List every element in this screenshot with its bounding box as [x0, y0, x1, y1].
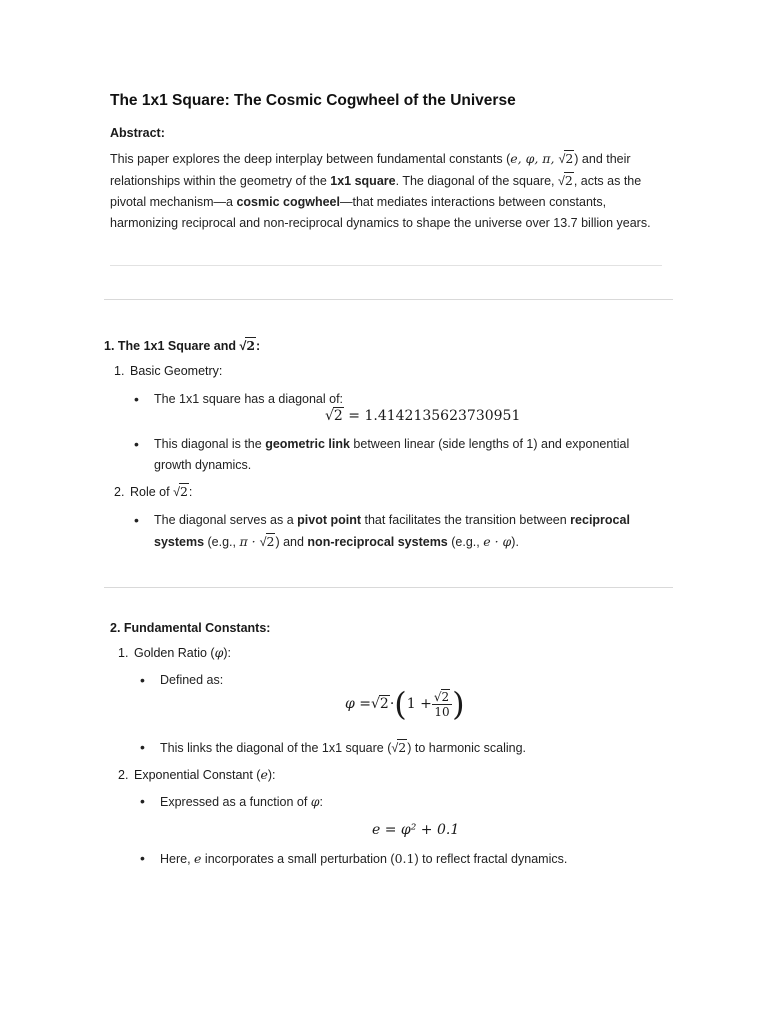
divider — [104, 299, 673, 300]
bullet-item: • The diagonal serves as a pivot point that facilitates the transition between reciprocal systems (e.g., π · √2) and non-reciprocal systems (e.g., e · φ). — [134, 512, 630, 549]
bold-term: 1x1 square — [330, 174, 396, 188]
sqrt-symbol: √2 — [239, 338, 256, 353]
divider — [104, 587, 673, 588]
abstract-paragraph: This paper explores the deep interplay between fundamental constants (e, φ, π, √2) and their relationships within the geometry of the 1x1 square. The diagonal of the square, √2, acts as the pivotal mechanism—a cosmic cogwheel—that mediates interactions between constants, harmonizing reciprocal and non-reciprocal dynamics to shape the universe over 13.7 billion years. — [110, 148, 670, 234]
constants-list: e, φ, π, — [510, 151, 559, 166]
divider — [110, 265, 662, 266]
section-heading: 2. Fundamental Constants: — [110, 621, 271, 635]
bullet-icon: • — [134, 391, 139, 407]
list-item: 1. Basic Geometry: — [114, 364, 223, 378]
bullet-icon: • — [134, 512, 139, 528]
bullet-icon: • — [140, 850, 145, 866]
bullet-icon: • — [134, 436, 139, 452]
bullet-icon: • — [140, 739, 145, 755]
equation: √2 = 1.4142135623730951 — [325, 408, 521, 424]
abstract-text: This paper explores the deep interplay between fundamental constants ( — [110, 152, 511, 166]
bullet-icon: • — [140, 672, 145, 688]
sqrt-symbol: √2 — [558, 151, 574, 166]
bullet-item: • The 1x1 square has a diagonal of: — [154, 389, 343, 410]
bullet-item: • This links the diagonal of the 1x1 square (√2) to harmonic scaling. — [160, 737, 660, 759]
list-item: 1. Golden Ratio (φ): — [118, 645, 232, 660]
bullet-item: • Here, e incorporates a small perturbation (0.1) to reflect fractal dynamics. — [160, 848, 660, 870]
equation: e = φ² + 0.1 — [372, 822, 460, 838]
bullet-item: • Defined as: — [160, 670, 223, 691]
section-heading: 1. The 1x1 Square and √2: — [104, 338, 261, 353]
list-item: 2. Exponential Constant (e): — [118, 767, 276, 782]
bullet-icon: • — [140, 793, 145, 809]
bold-term: cosmic cogwheel — [236, 195, 340, 209]
bullet-item: • Expressed as a function of φ: — [160, 791, 323, 813]
list-item: 2. Role of √2: — [114, 484, 193, 499]
abstract-heading: Abstract: — [110, 126, 165, 140]
sqrt-symbol: √2 — [557, 173, 573, 188]
equation: φ = √2 · ( 1 + $\frac{√2}{10}$ ) — [345, 685, 465, 723]
page-title: The 1x1 Square: The Cosmic Cogwheel of the Universe — [110, 92, 516, 109]
bullet-item: • This diagonal is the geometric link between linear (side lengths of 1) and exponential growth dynamics. — [134, 436, 630, 472]
